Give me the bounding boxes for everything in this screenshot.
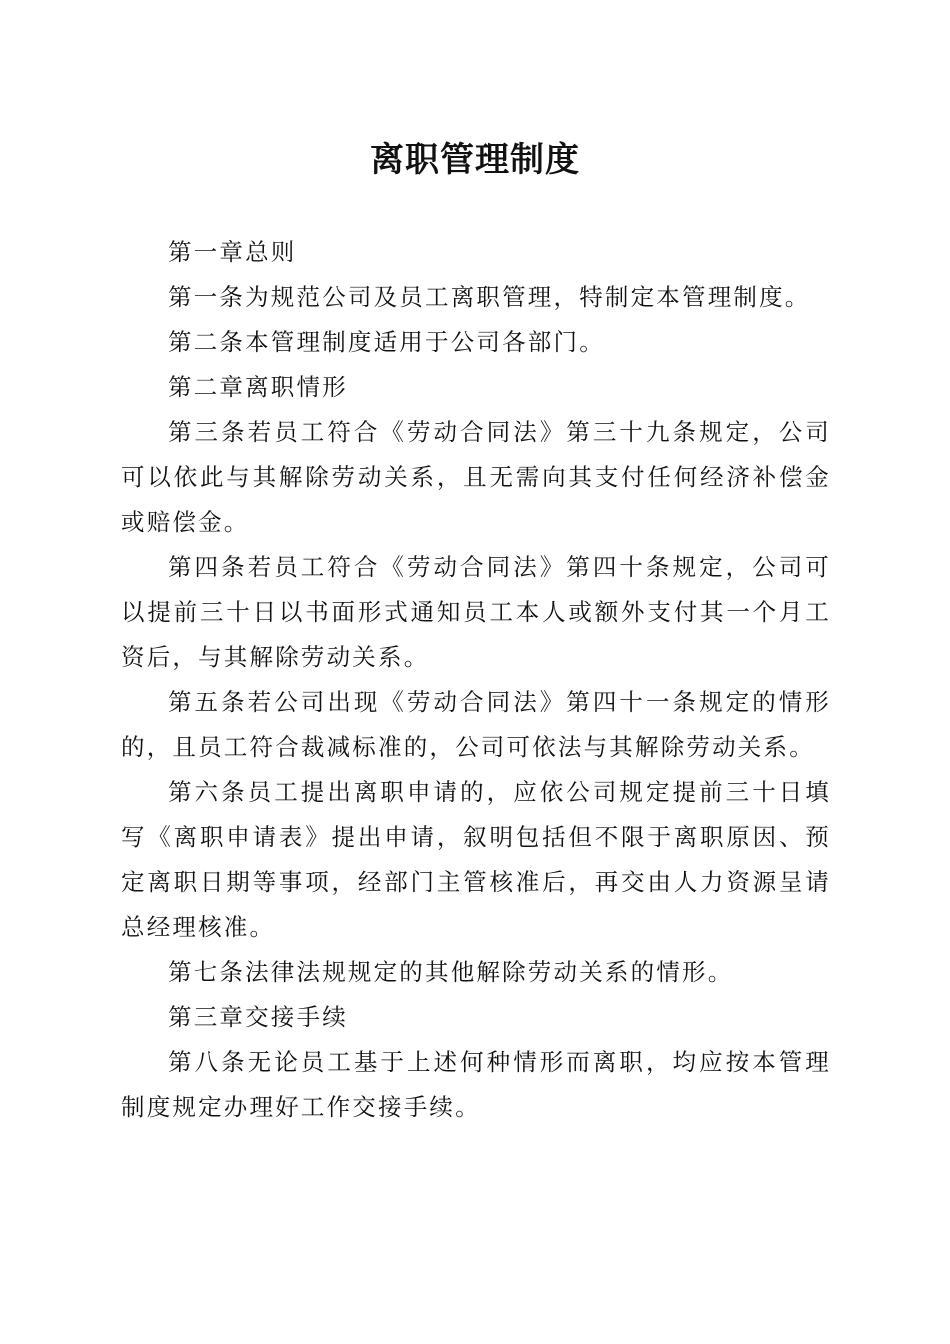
article-7: 第七条法律法规规定的其他解除劳动关系的情形。: [168, 958, 734, 986]
article-4: 第四条若员工符合《劳动合同法》第四十条规定，公司可以提前三十日以书面形式通知员工本人或额外支付其一个月工资后，与其解除劳动关系。: [121, 553, 831, 671]
article-8: 第八条无论员工基于上述何种情形而离职，均应按本管理制度规定办理好工作交接手续。: [121, 1048, 831, 1121]
document-title: 离职管理制度: [370, 140, 580, 180]
document-body: [121, 230, 831, 1130]
article-1: 第一条为规范公司及员工离职管理，特制定本管理制度。: [168, 283, 811, 311]
article-5: 第五条若公司出现《劳动合同法》第四十一条规定的情形的，且员工符合裁减标准的，公司可依法与其解除劳动关系。: [121, 688, 831, 761]
chapter-heading-2: 第二章离职情形: [168, 373, 348, 401]
chapter-heading-1: 第一章总则: [168, 238, 297, 266]
article-3: 第三条若员工符合《劳动合同法》第三十九条规定，公司可以依此与其解除劳动关系，且无需向其支付任何经济补偿金或赔偿金。: [121, 418, 831, 536]
article-6: 第六条员工提出离职申请的，应依公司规定提前三十日填写《离职申请表》提出申请，叙明包括但不限于离职原因、预定离职日期等事项，经部门主管核准后，再交由人力资源呈请总经理核准。: [121, 778, 831, 941]
chapter-heading-3: 第三章交接手续: [168, 1003, 348, 1031]
article-2: 第二条本管理制度适用于公司各部门。: [168, 328, 605, 356]
